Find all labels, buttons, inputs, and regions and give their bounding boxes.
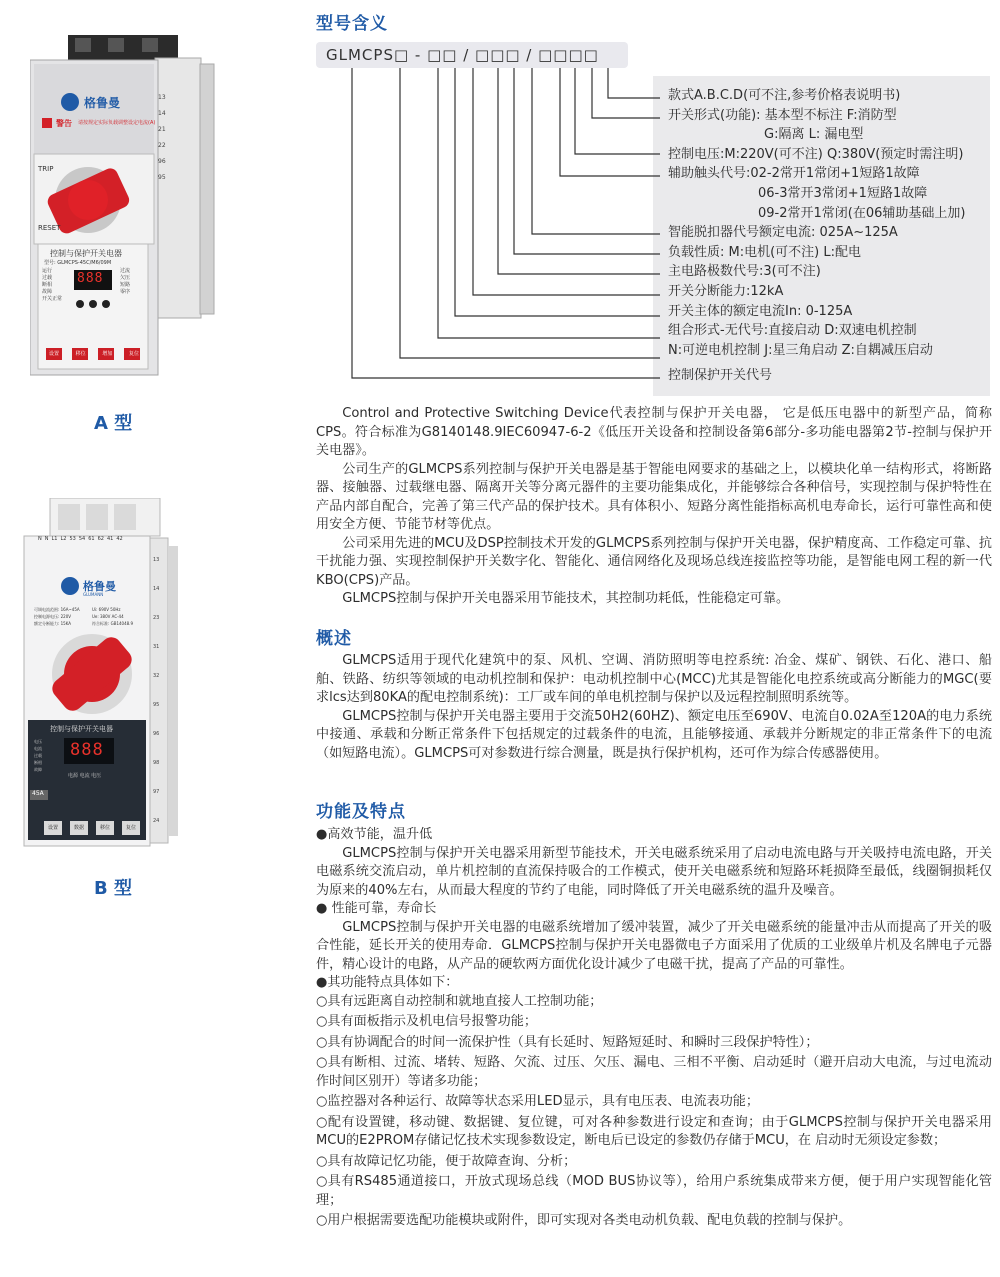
specs-b [34, 606, 80, 627]
feature-bullet-title: ●其功能特点具体如下： [316, 975, 459, 990]
feature-item: ○具有协调配合的时间一流保护性（具有长延时、短路短延时、和瞬时三段保护特性）； [316, 1034, 819, 1050]
data-button-b[interactable]: 数据 [73, 825, 84, 831]
shift-button-a[interactable]: 移位 [75, 351, 86, 357]
model-section-title: 型号含义 [316, 14, 388, 34]
led-label: 欠压 [120, 275, 131, 281]
right-led-list-a [120, 268, 130, 296]
left-led-list-b [34, 738, 42, 773]
led-label: 电流 [34, 746, 42, 751]
led-label: 过载 [34, 753, 42, 758]
specs-right-b [92, 606, 133, 627]
reset-button-b[interactable]: 复位 [125, 825, 136, 831]
feature-item: ○具有面板指示及机电信号报警功能； [316, 1014, 537, 1029]
spec-line: Ui: 690V 50Hz [92, 607, 121, 612]
terminal-label: N [44, 536, 49, 542]
brand-logo-en-b: GLUMANN [83, 592, 104, 597]
led-label: 断相 [42, 282, 53, 288]
legend-line: 开关主体的额定电流In: 0-125A [668, 303, 853, 319]
terminal-label: L1 [51, 536, 58, 542]
set-button-b[interactable]: 设置 [47, 825, 58, 831]
set-button-a[interactable]: 设置 [48, 351, 59, 357]
terminal-number: 21 [158, 126, 166, 133]
terminal-number: 96 [158, 158, 166, 165]
legend-line: 控制保护开关代号 [668, 368, 773, 384]
terminal-label: 62 [97, 536, 104, 542]
legend-line: G:隔离 L: 漏电型 [764, 127, 864, 143]
model-code-box: GLMCPS□ - □□ / □□□ / □□□□ [316, 42, 628, 68]
overview-title: 概述 [316, 629, 352, 649]
legend-line: 开关分断能力:12kA [668, 283, 784, 299]
shift-button-b[interactable]: 移位 [99, 825, 110, 831]
device-a-image [30, 30, 220, 385]
legend-line: 负载性质: M:电机(可不注) L:配电 [668, 244, 862, 260]
feature-item: ○具有故障记忆功能，便于故障查询、分析； [316, 1153, 577, 1169]
feature-item: ○具有断相、过流、堵转、短路、欠流、过压、欠压、漏电、三相不平衡、启动延时（避开启动大电流，与过电流动作时间区别开）等诸多功能； [316, 1055, 992, 1089]
intro-paragraph: GLMCPS控制与保护开关电器采用节能技术，其控制功耗低，性能稳定可靠。 [342, 591, 790, 606]
legend-line: 06-3常开3常闭+1短路1故障 [758, 185, 928, 201]
intro-paragraph: Control and Protective Switching Device代表控制与保护开关电器， 它是低压电器中的新型产品，简称CPS。符合标准为G8140148.9IEC60947-6-2《低压开关设备和控制设备第6部分-多功能电器第2节-控制与保护开关电器》。 [316, 406, 992, 458]
features-text [316, 826, 992, 1233]
feature-bullet-title: ● 性能可靠，寿命长 [316, 901, 437, 916]
led-label: 故障 [34, 767, 42, 772]
led-label: 电压 [34, 739, 42, 744]
spec-line: 控制电源电压: 220V [34, 614, 71, 619]
spec-line: 可调电流范围: 16A~45A [34, 607, 80, 612]
legend-line: 智能脱扣器代号额定电流: 025A~125A [668, 225, 898, 241]
side-numbers-b [153, 546, 159, 836]
top-terminals-b [38, 536, 123, 542]
terminal-number: 23 [153, 615, 160, 621]
intro-paragraph: 公司生产的GLMCPS系列控制与保护开关电器是基于智能电网要求的基础之上，以模块化单一结构形式，将断路器、接触器、过载继电器、隔离开关等分离元器件的主要功能集成化，并能够综合各种信号，实现控制与保护特性在产品内部自配合，完善了第三代产品的保护技术。具有体积小、短路分离性能指标高机电寿命长，运行可靠性高和使用安全方便、节能节材等优点。 [316, 461, 992, 532]
features-title: 功能及特点 [316, 802, 406, 822]
side-numbers-a [158, 90, 166, 186]
buttons-a [44, 350, 144, 357]
feature-paragraph: GLMCPS控制与保护开关电器采用新型节能技术，开关电磁系统采用了启动电流电路与开关吸持电流电路，开关电磁系统交流启动，单片机控制的直流保持吸合的工作模式，使开关电磁系统和短路环耗损降至最低，线圈铜损耗仅为原来的40%左右，从而最大程度的节约了电能，同时降低了开关电磁系统的温升及噪音。 [316, 845, 992, 898]
terminal-label: L2 [60, 536, 67, 542]
terminal-number: 96 [153, 731, 160, 737]
feature-item: ○具有远距离自动控制和就地直接人工控制功能； [316, 993, 603, 1009]
terminal-label: 61 [88, 536, 95, 542]
increase-button-a[interactable]: 增加 [102, 351, 113, 357]
led-label: 短路 [120, 282, 131, 288]
trip-label-a: TRIP [38, 165, 54, 173]
status-row-b: 电源 电流 电压 [68, 773, 102, 779]
brand-logo-text-b: 格鲁曼 [83, 580, 116, 593]
panel-title-a: 控制与保护开关电器 [50, 249, 122, 258]
terminal-label: 41 [106, 536, 114, 542]
legend-line: 款式A.B.C.D(可不注,参考价格表说明书) [668, 88, 901, 103]
led-label: 断相 [34, 760, 42, 765]
feature-item: ○监控器对各种运行、故障等状态采用LED显示，具有电压表、电流表功能； [316, 1094, 759, 1109]
overview-paragraph: GLMCPS适用于现代化建筑中的泵、风机、空调、消防照明等电控系统: 冶金、煤矿、钢铁、石化、港口、船舶、铁路、纺织等领域的电动机控制和保护：电动机控制中心(MCC)尤其是智能化电控系统或高分断能力的MGC(要求lcs达到80KA的配电控制系统)：工厂或车间的单电机控制与保护以及远程控制照明系统等。 [316, 653, 992, 705]
terminal-label: 54 [78, 536, 86, 542]
spec-line: 符合标准: GB14048.9 [92, 621, 134, 626]
legend-line: 主电路极数代号:3(可不注) [668, 264, 821, 280]
terminal-label: 42 [116, 536, 123, 542]
device-a-drawing [30, 30, 220, 385]
panel-title-b: 控制与保护开关电器 [50, 725, 113, 733]
overview-paragraph: GLMCPS控制与保护开关电器主要用于交流50H2(60HZ)、额定电压至690V、电流自0.02A至120A的电力系统中接通、承载和分断正常条件下包括规定的过载条件的电流，且能够接通、承载并分断规定的非正常条件下的电流（如短路电流）。GLMCPS可对参数进行综合测量，既是执行保护机构，还可作为综合传感器使用。 [316, 708, 992, 761]
led-label: 运行 [42, 268, 53, 274]
legend-line: 开关形式(功能): 基本型不标注 F:消防型 [668, 107, 897, 123]
terminal-number: 98 [153, 760, 160, 766]
reset-button-a[interactable]: 复位 [128, 351, 139, 357]
feature-item: ○具有RS485通道接口，开放式现场总线（MOD BUS协议等），给用户系统集成带来方便，便于用户实现智能化管理； [316, 1174, 992, 1208]
led-label: 过流 [120, 268, 131, 274]
led-label: 开关正常 [42, 296, 63, 302]
brand-logo-text-a: 格鲁曼 [84, 96, 121, 110]
terminal-number: 22 [158, 142, 166, 149]
legend-line: N:可逆电机控制 J:星三角启动 Z:自耦减压启动 [668, 342, 933, 358]
model-label-a: 型号: GLMCPS-45C/M6/09M [44, 260, 112, 266]
terminal-number: 95 [158, 174, 166, 181]
feature-item: ○用户根据需要选配功能模块或附件，即可实现对各类电动机负载、配电负载的控制与保护。 [316, 1213, 852, 1228]
led-label: 过载 [42, 275, 53, 281]
feature-bullet-title: ●高效节能，温升低 [316, 827, 433, 842]
led-label: 故障 [42, 289, 53, 295]
terminal-number: 95 [153, 702, 160, 708]
left-led-list-a [42, 268, 62, 303]
reset-label-a: RESET [38, 224, 61, 232]
model-legend-list [668, 86, 965, 386]
display-b: 888 [70, 740, 104, 760]
device-a-label: A 型 [94, 413, 133, 434]
device-b-label: B 型 [94, 878, 132, 899]
terminal-label: 53 [69, 536, 76, 542]
terminal-number: 13 [158, 94, 166, 101]
led-label: 零序 [120, 289, 131, 295]
device-b-image [20, 498, 180, 848]
feature-list [316, 993, 992, 1231]
spec-line: 额定分断能力: 15KA [34, 621, 71, 626]
rating-b: 45A [32, 790, 44, 797]
spec-line: Ue: 380V AC-44 [92, 614, 124, 619]
terminal-number: 24 [153, 818, 160, 824]
legend-line: 控制电压:M:220V(可不注) Q:380V(预定时需注明) [668, 146, 964, 162]
terminal-number: 14 [153, 586, 160, 592]
terminal-number: 13 [153, 557, 160, 563]
buttons-b [44, 824, 140, 831]
model-connector-lines [330, 68, 670, 388]
legend-line: 09-2常开1常闭(在06辅助基础上加) [758, 205, 966, 221]
intro-text [316, 405, 992, 609]
legend-line: 辅助触头代号:02-2常开1常闭+1短路1故障 [668, 166, 920, 182]
terminal-number: 32 [153, 673, 160, 679]
warning-text-a: 请按规定实际负载调整设定电流(A) [78, 120, 156, 126]
terminal-number: 97 [153, 789, 160, 795]
terminal-number: 31 [153, 644, 160, 650]
feature-item: ○配有设置键，移动键、数据键、复位键，可对各种参数进行设定和查询；由于GLMCPS控制与保护开关电器采用MCU的E2PROM存储记忆技术实现参数设定，断电后已设定的参数仍存储于MCU，在 启动时无须设定参数； [316, 1114, 992, 1148]
warning-title-a: 警告 [56, 119, 72, 128]
legend-line: 组合形式-无代号:直接启动 D:双速电机控制 [668, 323, 917, 339]
overview-text [316, 652, 992, 763]
terminal-label: N [38, 536, 42, 542]
display-a: 888 [77, 271, 104, 286]
feature-paragraph: GLMCPS控制与保护开关电器的电磁系统增加了缓冲装置，减少了开关电磁系统的能量冲击从而提高了开关的吸合性能，延长开关的使用寿命．GLMCPS控制与保护开关电器微电子方面采用了优质的工业级单片机及名牌电子元器件，精心设计的电路，从产品的硬软两方面优化设计减少了电磁干扰，提高了产品的可靠性。 [316, 919, 992, 972]
intro-paragraph: 公司采用先进的MCU及DSP控制技术开发的GLMCPS系列控制与保护开关电器，保护精度高、工作稳定可靠、抗干扰能力强、实现控制保护开关数字化、智能化、通信网络化及现场总线连接监控等功能，是智能电网工程的新一代KBO(CPS)产品。 [316, 535, 992, 588]
terminal-number: 14 [158, 110, 166, 117]
